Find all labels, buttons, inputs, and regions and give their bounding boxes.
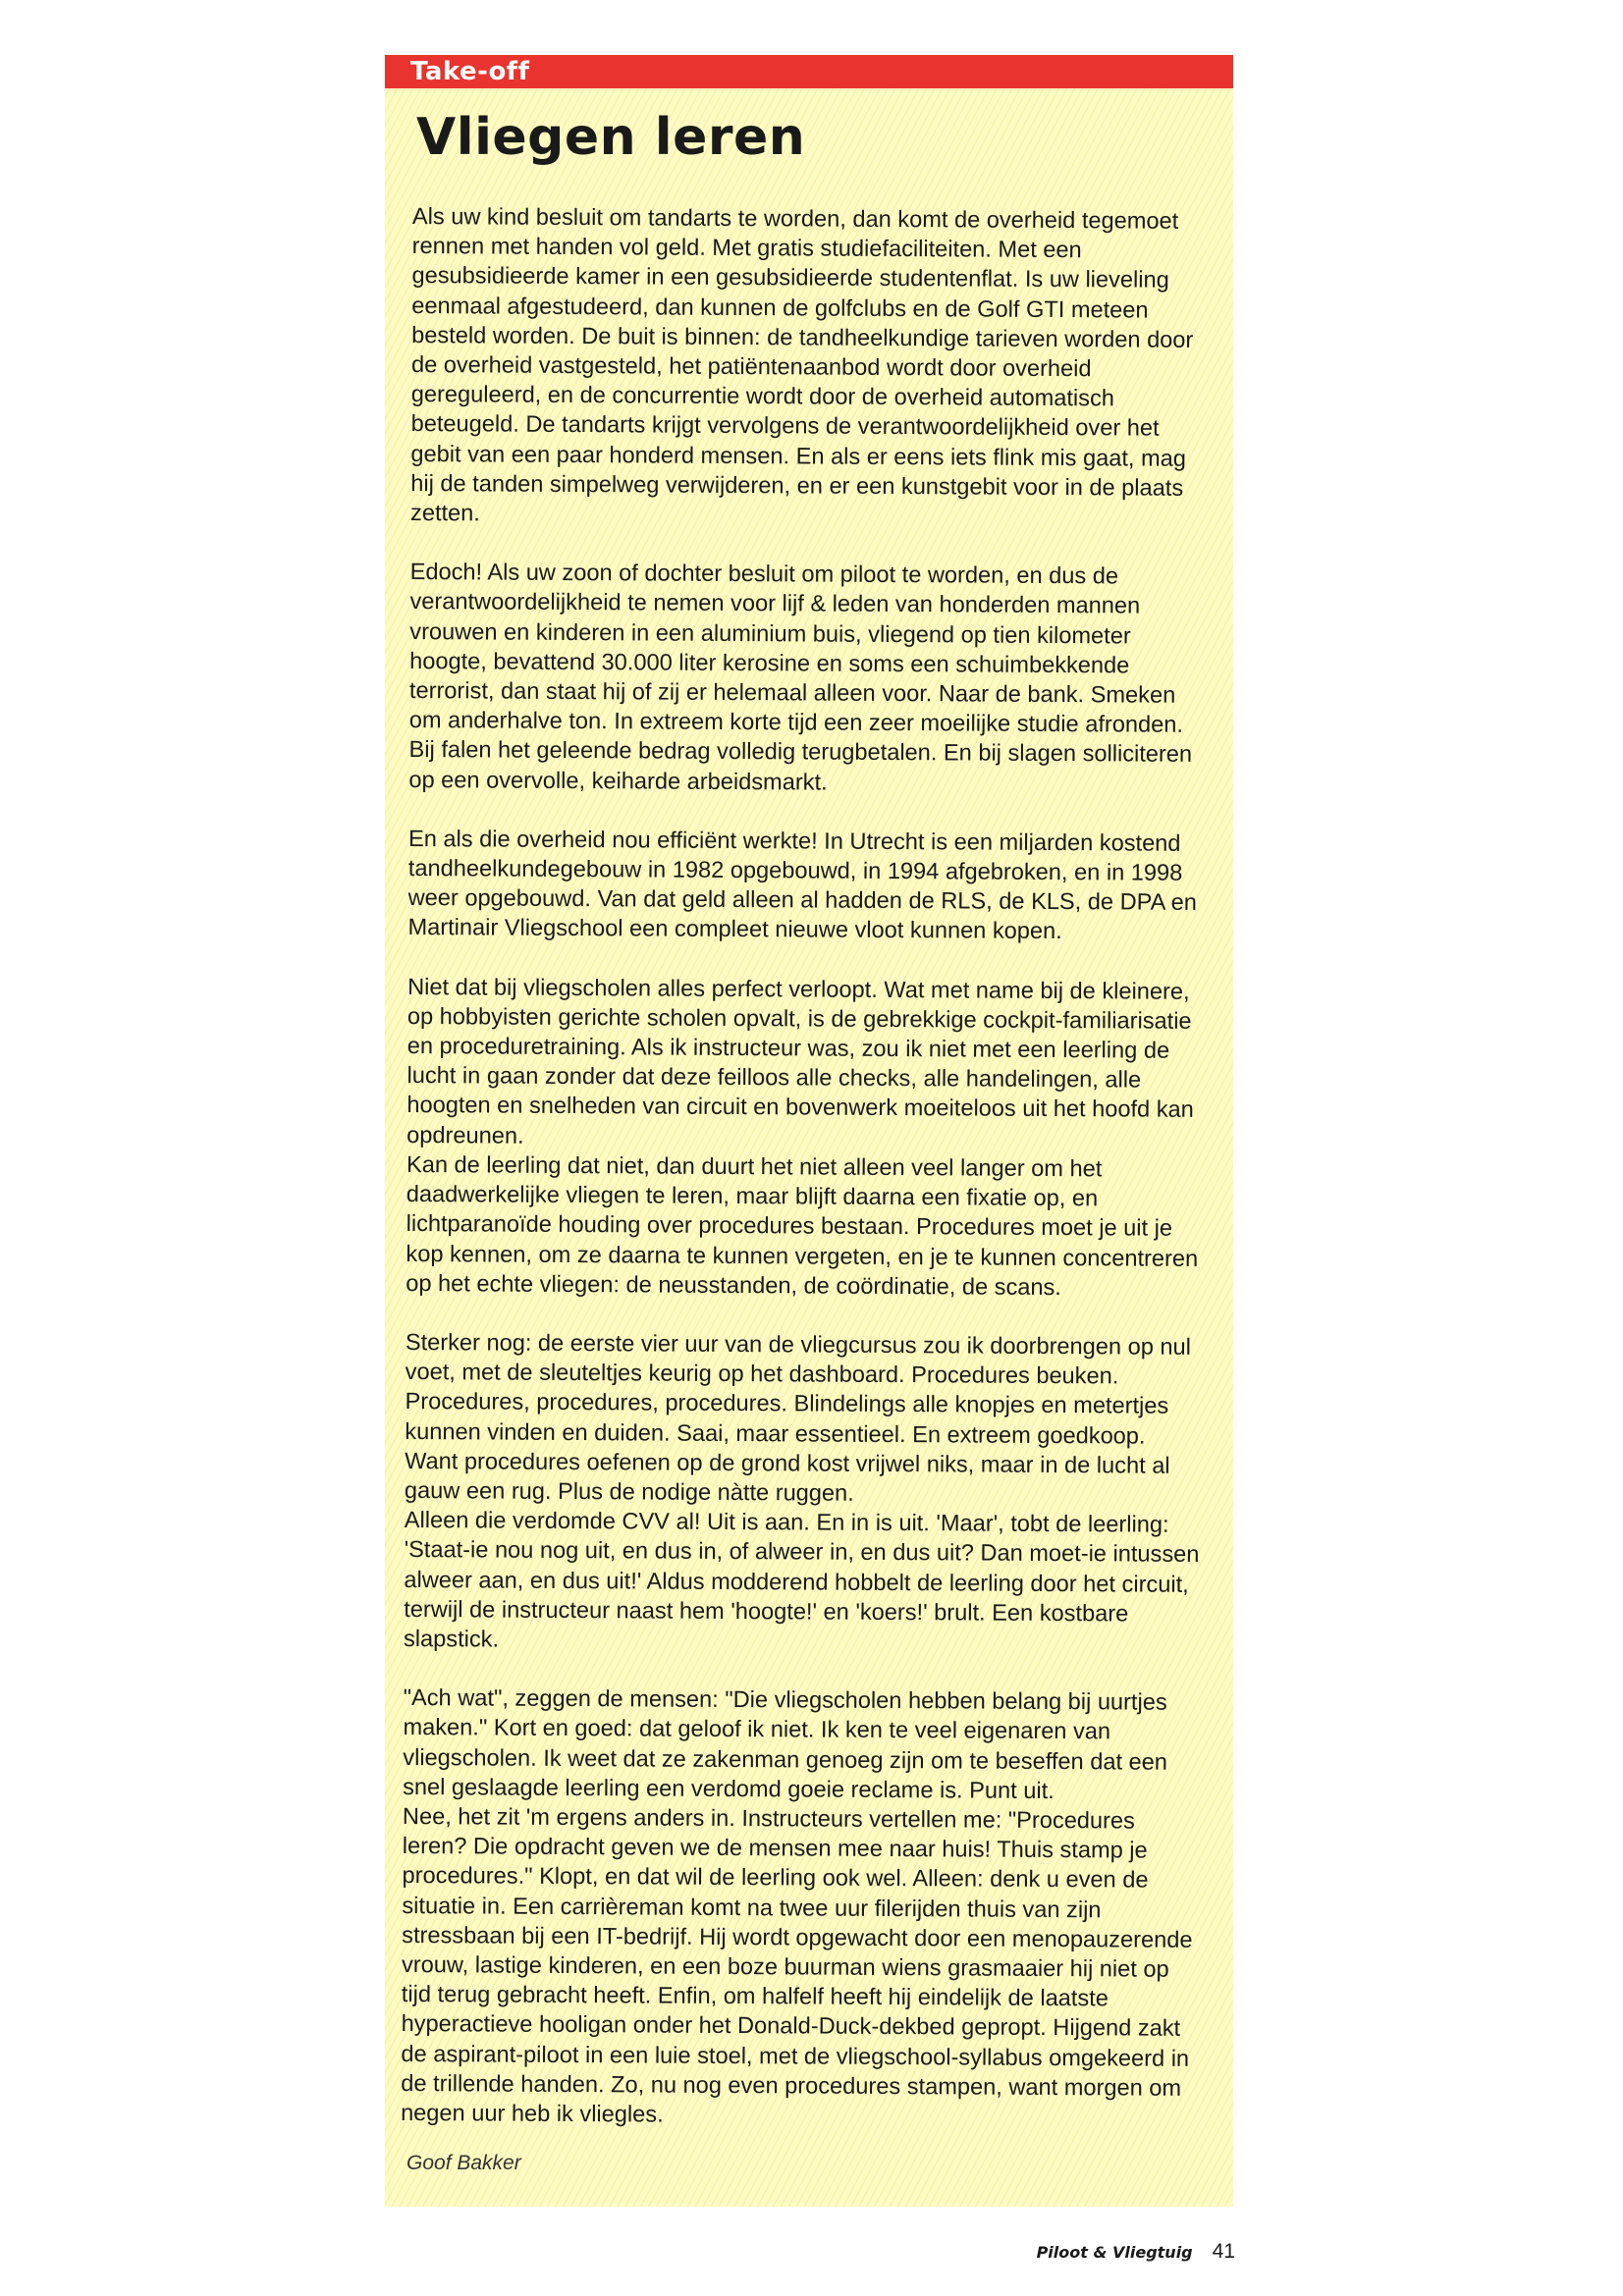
paragraph-5: Kan de leerling dat niet, dan duurt het niet alleen veel langer om het daadwerkelijke vliegen te leren, maar blijft daarna een fixatie op, en lichtparanoïde houding over procedures bestaan. Procedures moet je uit je kop kennen, om ze daarna te kunnen vergeten, en je te kunnen concentreren op het echte vliegen: de neusstanden, de coördinatie, de scans. [406,1151,1199,1301]
page-footer [990,2240,1235,2264]
paragraph-7: Alleen die verdomde CVV al! Uit is aan. En in is uit. 'Maar', tobt de leerling: 'Staat-ie nou nog uit, en dus in, of alweer in, en dus uit? Dan moet-ie intussen alweer aan, en dus uit!' Aldus modderend hobbelt de leerling door het circuit, terwijl de instructeur naast hem 'hoogte!' en 'koers!' brult. Een kostbare slapstick. [403,1508,1200,1653]
author-byline: Goof Bakker [406,2152,521,2174]
paragraph-8: "Ach wat", zeggen de mensen: "Die vliegscholen hebben belang bij uurtjes maken." Kort en goed: dat geloof ik niet. Ik ken te veel eigenaren van vliegscholen. Ik weet dat ze zakenman genoeg zijn om te beseffen dat een snel geslaagde leerling een verdomd goeie reclame is. Punt uit. [403,1685,1168,1804]
rubric-label: Take-off [410,57,530,86]
paragraph-3: En als die overheid nou efficiënt werkte! In Utrecht is een miljarden kostend tandheelkundegebouw in 1982 opgebouwd, in 1994 afgebroken, en in 1998 weer opgebouwd. Van dat geld alleen al hadden de RLS, de KLS, de DPA en Martinair Vliegschool een compleet nieuwe vloot kunnen kopen. [407,826,1197,945]
paragraph-9: Nee, het zit 'm ergens anders in. Instructeurs vertellen me: "Procedures leren? Die opdracht geven we de mensen mee naar huis! Thuis stamp je procedures." Klopt, en dat wil de leerling ook wel. Alleen: denk u even de situatie in. Een carrièreman komt na twee uur filerijden thuis van zijn stressbaan bij een IT-bedrijf. Hij wordt opgewacht door een menopauzerende vrouw, lastige kinderen, en een boze buurman wiens grasmaaier hij niet op tijd terug gebracht heeft. Enfin, om halfelf heeft hij eindelijk de laatste hyperactieve hooligan onder het Donald-Duck-dekbed gepropt. Hijgend zakt de aspirant-piloot in een luie stoel, met de vliegschool-syllabus omgekeerd in de trillende handen. Zo, nu nog even procedures stampen, want morgen om negen uur heb ik vliegles. [401,1803,1193,2128]
page-number: 41 [1212,2240,1235,2263]
paragraph-6: Sterker nog: de eerste vier uur van de vliegcursus zou ik doorbrengen op nul voet, met de sleuteltjes keurig op het dashboard. Procedures beuken. Procedures, procedures, procedures. Blindelings alle knopjes en metertjes kunnen vinden en duiden. Saai, maar essentieel. En extreem goedkoop. Want procedures oefenen op de grond kost vrijwel niks, maar in de lucht al gauw een rug. Plus de nodige nàtte ruggen. [404,1329,1192,1507]
rubric-bar [385,55,1233,88]
article-body [401,202,1210,2163]
article-column [385,55,1233,2207]
paragraph-4: Niet dat bij vliegscholen alles perfect verloopt. Wat met name bij de kleinere, op hobbyisten gerichte scholen opvalt, is de gebrekkige cockpit-familiarisatie en proceduretraining. Als ik instructeur was, zou ik niet met een leerling de lucht in gaan zonder dat deze feilloos alle checks, alle handelingen, alle hoogten en snelheden van circuit en bovenwerk moeiteloos uit het hoofd kan opdreunen. [406,974,1194,1149]
paragraph-2: Edoch! Als uw zoon of dochter besluit om piloot te worden, en dus de verantwoordelijkheid te nemen voor lijf & leden van honderden mannen vrouwen en kinderen in een aluminium buis, vliegend op tien kilometer hoogte, bevattend 30.000 liter kerosine en soms een schuimbekkende terrorist, dan staat hij of zij er helemaal alleen voor. Naar de bank. Smeken om anderhalve ton. In extreem korte tijd een zeer moeilijke studie afronden. Bij falen het geleende bedrag volledig terugbetalen. En bij slagen solliciteren op een overvolle, keiharde arbeidsmarkt. [408,560,1193,796]
magazine-name: Piloot & Vliegtuig [1036,2243,1193,2262]
article-headline: Vliegen leren [416,108,806,167]
paragraph-1: Als uw kind besluit om tandarts te worden, dan komt de overheid tegemoet rennen met handen vol geld. Met gratis studiefaciliteiten. Met een gesubsidieerde kamer in een gesubsidieerde studentenflat. Is uw lieveling eenmaal afgestudeerd, dan kunnen de golfclubs en de Golf GTI meteen besteld worden. De buit is binnen: de tandheelkundige tarieven worden door de overheid vastgesteld, het patiëntenaanbod wordt door overheid gereguleerd, en de concurrentie wordt door de overheid automatisch beteugeld. De tandarts krijgt vervolgens de verantwoordelijkheid over het gebit van een paar honderd mensen. En als er eens iets flink mis gaat, mag hij de tanden simpelweg verwijderen, en er een kunstgebit voor in de plaats zetten. [409,203,1194,527]
